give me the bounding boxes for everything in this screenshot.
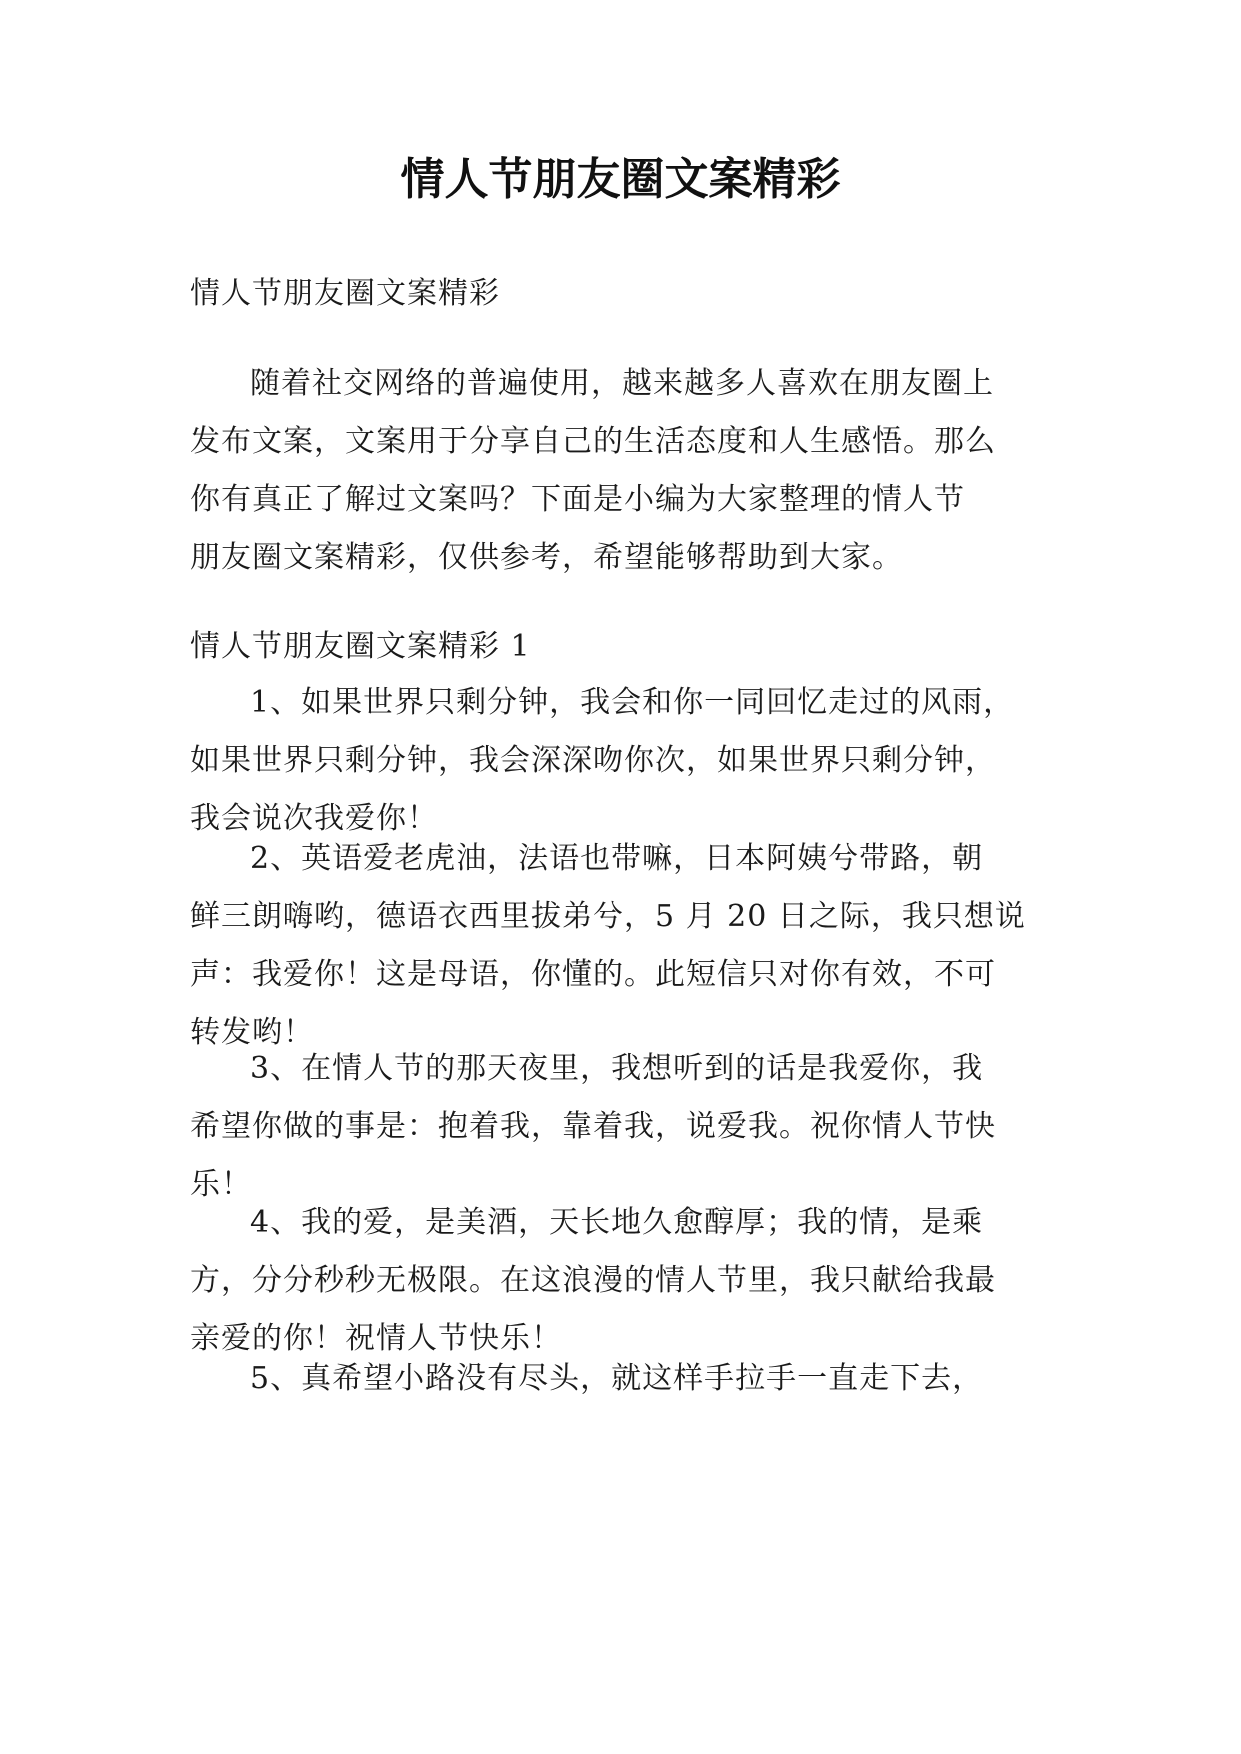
- item-1: [190, 674, 1070, 848]
- item-line: 1、如果世界只剩分钟，我会和你一同回忆走过的风雨，: [250, 685, 1015, 720]
- item-2: [190, 830, 1070, 1062]
- subtitle-line: 情人节朋友圈文案精彩: [190, 276, 500, 311]
- item-line: 2、英语爱老虎油，法语也带嘛，日本阿姨兮带路，朝: [250, 841, 984, 876]
- intro-paragraph: [190, 355, 1070, 587]
- item-line: 乐！: [190, 1167, 252, 1202]
- item-line: 3、在情人节的那天夜里，我想听到的话是我爱你，我: [250, 1051, 984, 1086]
- document-subtitle: [190, 265, 1070, 323]
- item-line: 转发哟！: [190, 1015, 314, 1050]
- item-line: 希望你做的事是：抱着我，靠着我，说爱我。祝你情人节快: [190, 1109, 996, 1144]
- item-line: 如果世界只剩分钟，我会深深吻你次，如果世界只剩分钟，: [190, 743, 996, 778]
- intro-line: 朋友圈文案精彩，仅供参考，希望能够帮助到大家。: [190, 540, 903, 575]
- document-title: 情人节朋友圈文案精彩: [400, 154, 841, 205]
- item-5: [190, 1350, 1070, 1408]
- intro-line: 你有真正了解过文案吗？下面是小编为大家整理的情人节: [190, 482, 965, 517]
- item-3: [190, 1040, 1070, 1214]
- item-line: 4、我的爱，是美酒，天长地久愈醇厚；我的情，是乘: [250, 1205, 984, 1240]
- item-line: 我会说次我爱你！: [190, 801, 438, 836]
- item-line: 鲜三朗嗨哟，德语衣西里拔弟兮，5 月 20 日之际，我只想说: [190, 899, 1026, 934]
- item-line: 5、真希望小路没有尽头，就这样手拉手一直走下去，: [250, 1361, 984, 1396]
- item-line: 亲爱的你！祝情人节快乐！: [190, 1321, 562, 1356]
- item-4: [190, 1194, 1070, 1368]
- item-line: 方，分分秒秒无极限。在这浪漫的情人节里，我只献给我最: [190, 1263, 996, 1298]
- intro-line: 随着社交网络的普遍使用，越来越多人喜欢在朋友圈上: [250, 366, 994, 401]
- section-heading: [190, 618, 1070, 676]
- section-heading-text: 情人节朋友圈文案精彩 1: [190, 629, 531, 664]
- item-line: 声：我爱你！这是母语，你懂的。此短信只对你有效，不可: [190, 957, 996, 992]
- intro-line: 发布文案，文案用于分享自己的生活态度和人生感悟。那么: [190, 424, 996, 459]
